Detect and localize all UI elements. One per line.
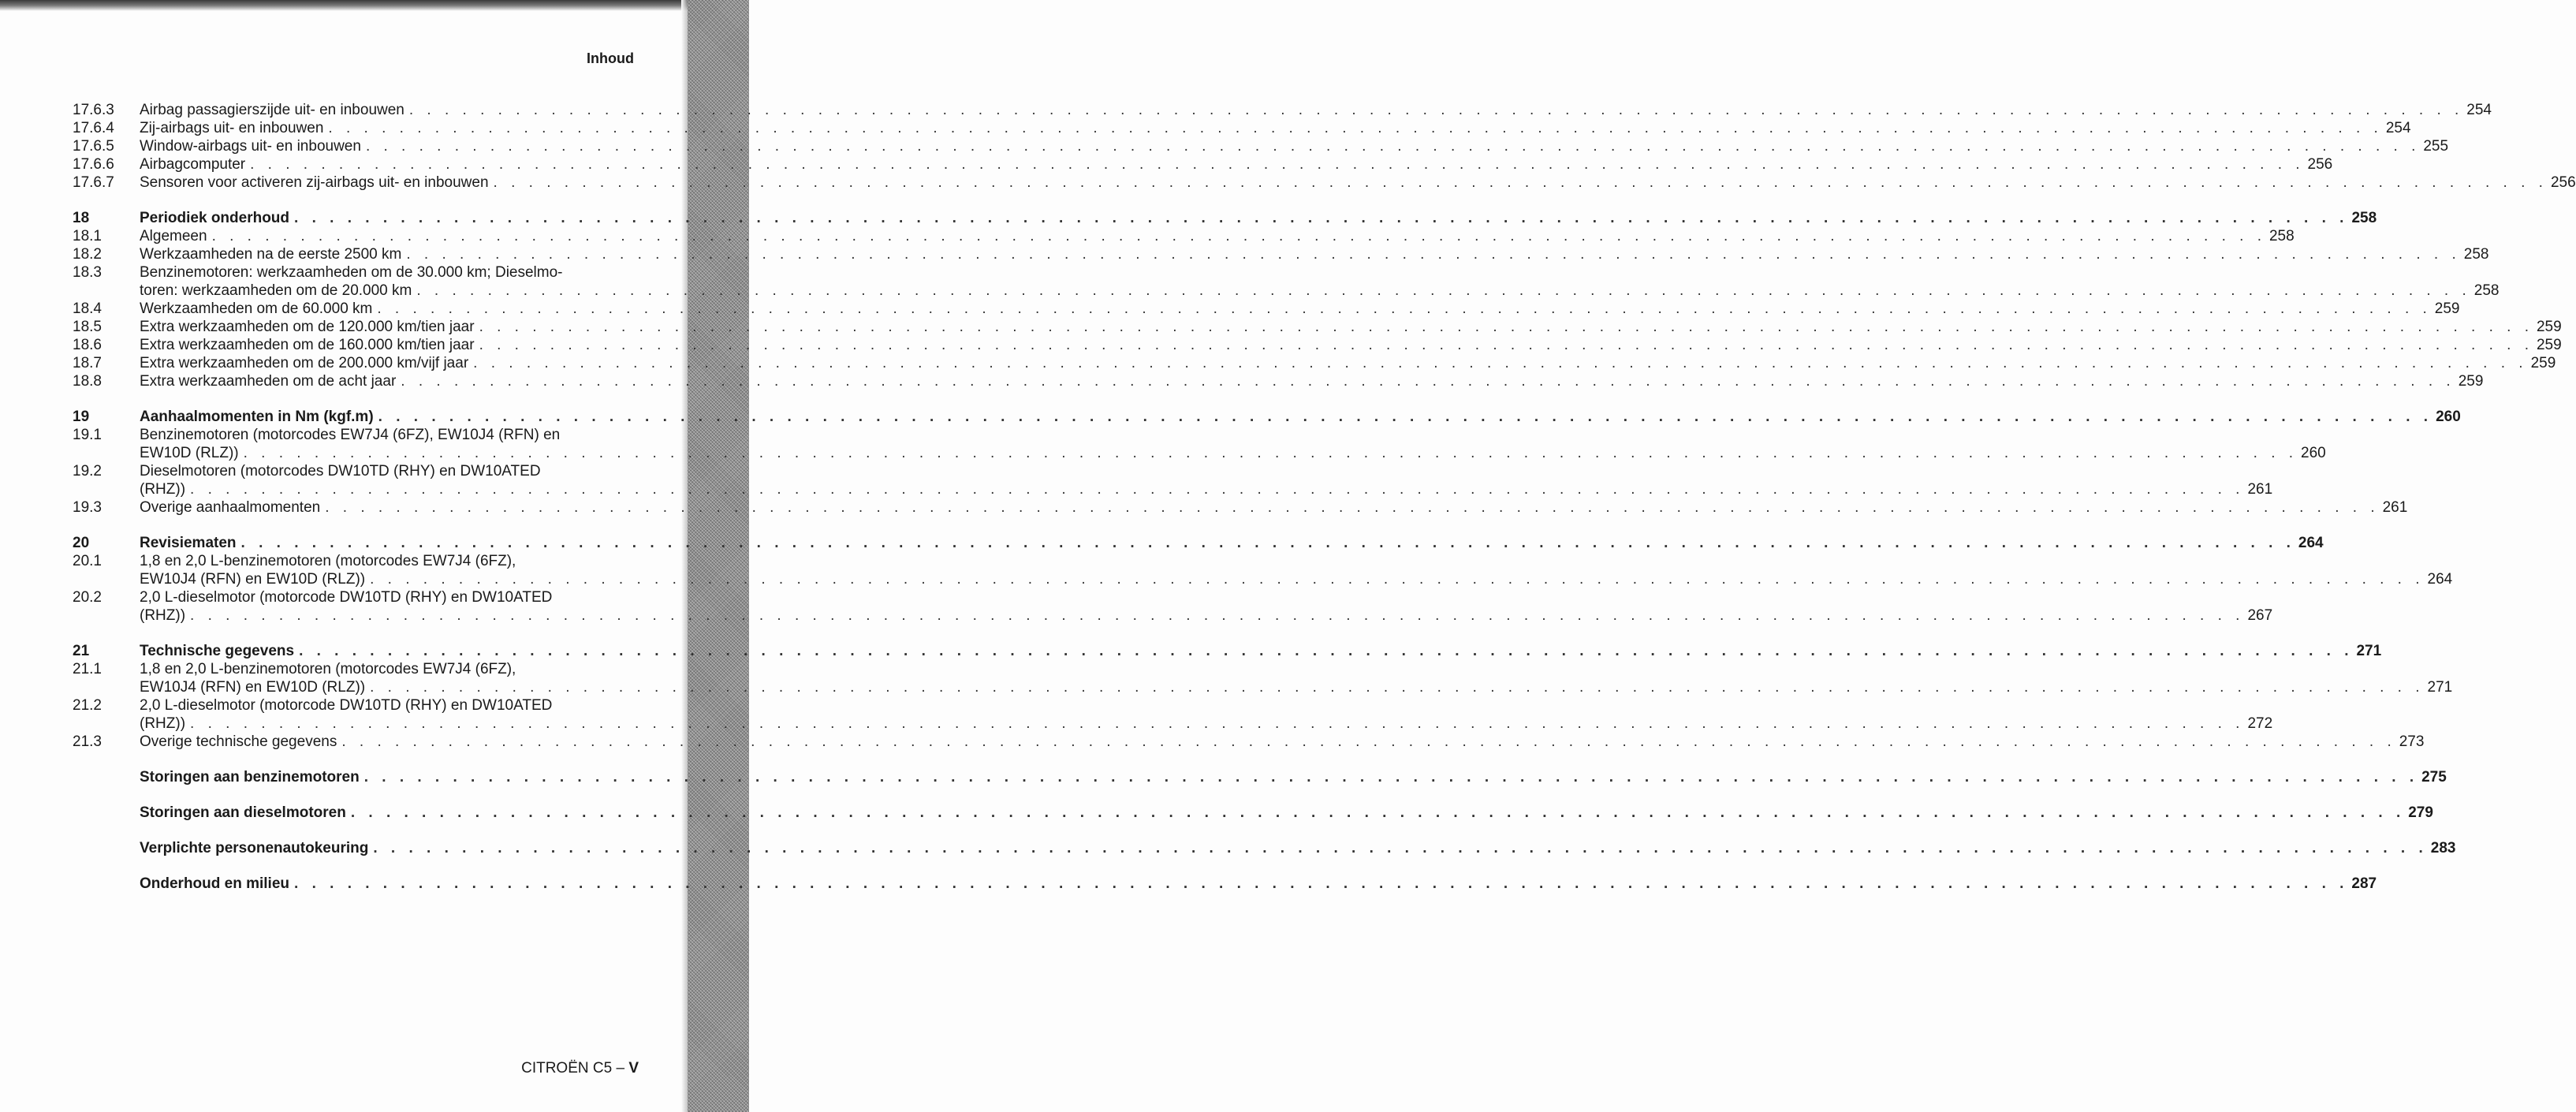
- toc-entry-title: Storingen aan benzinemotoren: [140, 769, 360, 785]
- toc-entry-number: 18.5: [73, 319, 102, 335]
- toc-entry-title: Zij-airbags uit- en inbouwen: [140, 120, 324, 136]
- toc-entry-page: 258: [2351, 210, 2377, 226]
- toc-entry-number: 19.3: [73, 499, 102, 516]
- toc-entry-title: Periodiek onderhoud: [140, 210, 290, 226]
- dot-leader: [468, 354, 2527, 372]
- toc-entry-page: 259: [2434, 300, 2460, 317]
- toc-entry-title: Overige technische gegevens: [140, 733, 337, 750]
- toc-entry-title: EW10D (RLZ)): [140, 445, 239, 461]
- toc-entry: [73, 768, 2447, 786]
- toc-entry: [73, 642, 2382, 660]
- toc-entry: [73, 498, 2408, 517]
- toc-entry-title: Algemeen: [140, 228, 207, 244]
- toc-entry-title: Overige aanhaalmomenten: [140, 499, 321, 516]
- dot-leader: [368, 839, 2427, 857]
- toc-entry-page: 271: [2427, 679, 2453, 696]
- toc-entry-title: Werkzaamheden om de 60.000 km: [140, 300, 373, 317]
- toc-entry: [73, 462, 2273, 498]
- toc-entry-title: Benzinemotoren (motorcodes EW7J4 (6FZ), EW10J4 (RFN) en: [140, 427, 561, 443]
- table-of-contents: [73, 101, 2576, 893]
- toc-entry-number: [73, 839, 140, 857]
- toc-entry-number: 18.2: [73, 246, 102, 263]
- toc-entry: [73, 119, 2411, 137]
- dot-leader: [361, 137, 2420, 155]
- dot-leader: [365, 570, 2424, 588]
- dot-leader: [185, 715, 2244, 733]
- toc-entry-page: 272: [2247, 715, 2273, 732]
- toc-entry-title: Extra werkzaamheden om de 120.000 km/tien jaar: [140, 319, 475, 335]
- toc-entry-title: Sensoren voor activeren zij-airbags uit- en inbouwen: [140, 174, 489, 191]
- toc-entry-title: Storingen aan dieselmotoren: [140, 804, 346, 821]
- toc-entry-title: Revisiematen: [140, 535, 237, 551]
- page-footer: [521, 1060, 639, 1077]
- toc-entry-number: 17.6.4: [73, 120, 114, 136]
- toc-entry: [73, 696, 2273, 733]
- dot-leader: [374, 408, 2432, 426]
- toc-entry-page: 259: [2530, 355, 2556, 371]
- toc-entry-page: 258: [2268, 228, 2295, 244]
- toc-entry-page: 258: [2473, 282, 2500, 299]
- running-header: Inhoud: [587, 50, 634, 66]
- toc-entry: [73, 588, 2273, 625]
- dot-leader: [185, 606, 2244, 625]
- toc-entry-page: 275: [2421, 769, 2447, 785]
- toc-entry-title: Extra werkzaamheden om de acht jaar: [140, 373, 397, 390]
- toc-entry: [73, 733, 2425, 751]
- dot-leader: [185, 480, 2244, 498]
- toc-entry: [73, 426, 2326, 462]
- toc-entry-page: 254: [2466, 102, 2492, 118]
- toc-entry-number: 17.6.7: [73, 174, 114, 191]
- toc-entry: [73, 263, 2500, 300]
- toc-entry-number: 18.3: [73, 264, 102, 281]
- toc-entry-title: Technische gegevens: [140, 643, 295, 659]
- toc-entry-number: 18: [73, 210, 90, 226]
- toc-entry-number: 21.1: [73, 661, 102, 677]
- toc-entry-number: 17.6.6: [73, 156, 114, 173]
- toc-entry-number: 20.2: [73, 589, 102, 606]
- toc-entry-title: toren: werkzaamheden om de 20.000 km: [140, 282, 412, 299]
- toc-entry-page: 256: [2307, 156, 2333, 173]
- toc-entry-title: Aanhaalmomenten in Nm (kgf.m): [140, 409, 374, 425]
- toc-entry-page: 279: [2408, 804, 2433, 821]
- toc-entry-title: Extra werkzaamheden om de 160.000 km/tien jaar: [140, 337, 475, 353]
- toc-entry-page: 264: [2427, 571, 2453, 588]
- toc-entry-page: 273: [2399, 733, 2425, 750]
- toc-entry: [73, 372, 2484, 390]
- dot-leader: [245, 155, 2304, 174]
- toc-entry: [73, 875, 2377, 893]
- toc-entry-page: 260: [2436, 409, 2461, 425]
- footer-page-number: V: [628, 1060, 639, 1077]
- toc-entry-title: 2,0 L-dieselmotor (motorcode DW10TD (RHY) en DW10ATED: [140, 697, 553, 714]
- toc-entry-number: 18.1: [73, 228, 102, 244]
- dot-leader: [239, 444, 2298, 462]
- toc-entry-number: [73, 804, 140, 822]
- toc-entry-page: 283: [2430, 840, 2456, 856]
- toc-entry: [73, 408, 2461, 426]
- dot-leader: [475, 318, 2533, 336]
- toc-entry-title: Onderhoud en milieu: [140, 875, 290, 892]
- toc-entry: [73, 101, 2492, 119]
- dot-leader: [475, 336, 2533, 354]
- toc-entry-page: 271: [2356, 643, 2382, 659]
- toc-entry-title: Airbag passagierszijde uit- en inbouwen: [140, 102, 404, 118]
- toc-entry-title: EW10J4 (RFN) en EW10D (RLZ)): [140, 679, 366, 696]
- toc-entry-title: (RHZ)): [140, 607, 186, 624]
- toc-entry-number: 21.2: [73, 697, 102, 714]
- toc-entry: [73, 660, 2453, 696]
- toc-entry-number: 19.2: [73, 463, 102, 480]
- toc-entry-number: 20: [73, 535, 90, 551]
- dot-leader: [372, 300, 2431, 318]
- toc-entry-number: 19.1: [73, 427, 102, 443]
- toc-entry: [73, 227, 2295, 245]
- toc-entry: [73, 209, 2377, 227]
- dot-leader: [489, 174, 2548, 192]
- toc-entry: [73, 245, 2489, 263]
- toc-entry-page: 259: [2536, 337, 2562, 353]
- toc-entry-page: 259: [2458, 373, 2484, 390]
- toc-entry: [73, 354, 2556, 372]
- dot-leader: [346, 804, 2405, 822]
- toc-entry-number: 18.4: [73, 300, 102, 317]
- toc-entry-title: Verplichte personenautokeuring: [140, 840, 369, 856]
- toc-entry-number: 21.3: [73, 733, 102, 750]
- toc-entry: [73, 155, 2333, 174]
- toc-entry-number: 20.1: [73, 553, 102, 569]
- toc-entry-title: 1,8 en 2,0 L-benzinemotoren (motorcodes EW7J4 (6FZ),: [140, 661, 516, 677]
- toc-entry-title: Airbagcomputer: [140, 156, 246, 173]
- toc-entry: [73, 174, 2576, 192]
- footer-brand: CITROËN C5 –: [521, 1060, 625, 1077]
- dot-leader: [323, 119, 2382, 137]
- dot-leader: [396, 372, 2455, 390]
- toc-entry-page: 256: [2550, 174, 2576, 191]
- toc-entry-title: Dieselmotoren (motorcodes DW10TD (RHY) en DW10ATED: [140, 463, 541, 480]
- toc-entry-number: 18.6: [73, 337, 102, 353]
- toc-entry-page: 267: [2247, 607, 2273, 624]
- dot-leader: [412, 282, 2470, 300]
- toc-entry-page: 259: [2536, 319, 2562, 335]
- toc-entry-title: 2,0 L-dieselmotor (motorcode DW10TD (RHY) en DW10ATED: [140, 589, 553, 606]
- dot-leader: [320, 498, 2379, 517]
- toc-entry-page: 287: [2351, 875, 2377, 892]
- dot-leader: [294, 642, 2353, 660]
- toc-entry-page: 255: [2423, 138, 2449, 155]
- toc-entry: [73, 534, 2324, 552]
- toc-entry-number: 21: [73, 643, 90, 659]
- dot-leader: [337, 733, 2395, 751]
- toc-entry-title: (RHZ)): [140, 715, 186, 732]
- dot-leader: [401, 245, 2460, 263]
- toc-entry: [73, 804, 2433, 822]
- toc-entry-page: 258: [2463, 246, 2489, 263]
- toc-entry-title: EW10J4 (RFN) en EW10D (RLZ)): [140, 571, 366, 588]
- toc-entry-page: 254: [2385, 120, 2411, 136]
- toc-entry-title: Benzinemotoren: werkzaamheden om de 30.000 km; Dieselmo-: [140, 264, 563, 281]
- toc-entry-number: 17.6.3: [73, 102, 114, 118]
- toc-entry-number: 17.6.5: [73, 138, 114, 155]
- toc-entry-number: [73, 768, 140, 786]
- toc-entry: [73, 336, 2562, 354]
- toc-entry-title: (RHZ)): [140, 481, 186, 498]
- dot-leader: [360, 768, 2418, 786]
- dot-leader: [404, 101, 2463, 119]
- toc-entry-page: 261: [2247, 481, 2273, 498]
- toc-entry: [73, 552, 2453, 588]
- toc-entry-title: Extra werkzaamheden om de 200.000 km/vijf jaar: [140, 355, 469, 371]
- toc-entry-page: 264: [2298, 535, 2324, 551]
- dot-leader: [289, 209, 2348, 227]
- toc-entry-page: 261: [2382, 499, 2408, 516]
- toc-entry-number: 18.8: [73, 373, 102, 390]
- dot-leader: [207, 227, 2266, 245]
- dot-leader: [289, 875, 2348, 893]
- toc-entry-number: 19: [73, 409, 90, 425]
- page-top-edge: [0, 0, 749, 11]
- toc-entry: [73, 137, 2449, 155]
- dot-leader: [237, 534, 2295, 552]
- toc-entry-number: [73, 875, 140, 893]
- toc-entry: [73, 839, 2456, 857]
- toc-entry-title: Werkzaamheden na de eerste 2500 km: [140, 246, 402, 263]
- toc-entry: [73, 318, 2562, 336]
- dot-leader: [365, 678, 2424, 696]
- toc-entry-title: 1,8 en 2,0 L-benzinemotoren (motorcodes EW7J4 (6FZ),: [140, 553, 516, 569]
- toc-entry-number: 18.7: [73, 355, 102, 371]
- toc-entry-page: 260: [2301, 445, 2326, 461]
- toc-entry-title: Window-airbags uit- en inbouwen: [140, 138, 361, 155]
- toc-entry: [73, 300, 2460, 318]
